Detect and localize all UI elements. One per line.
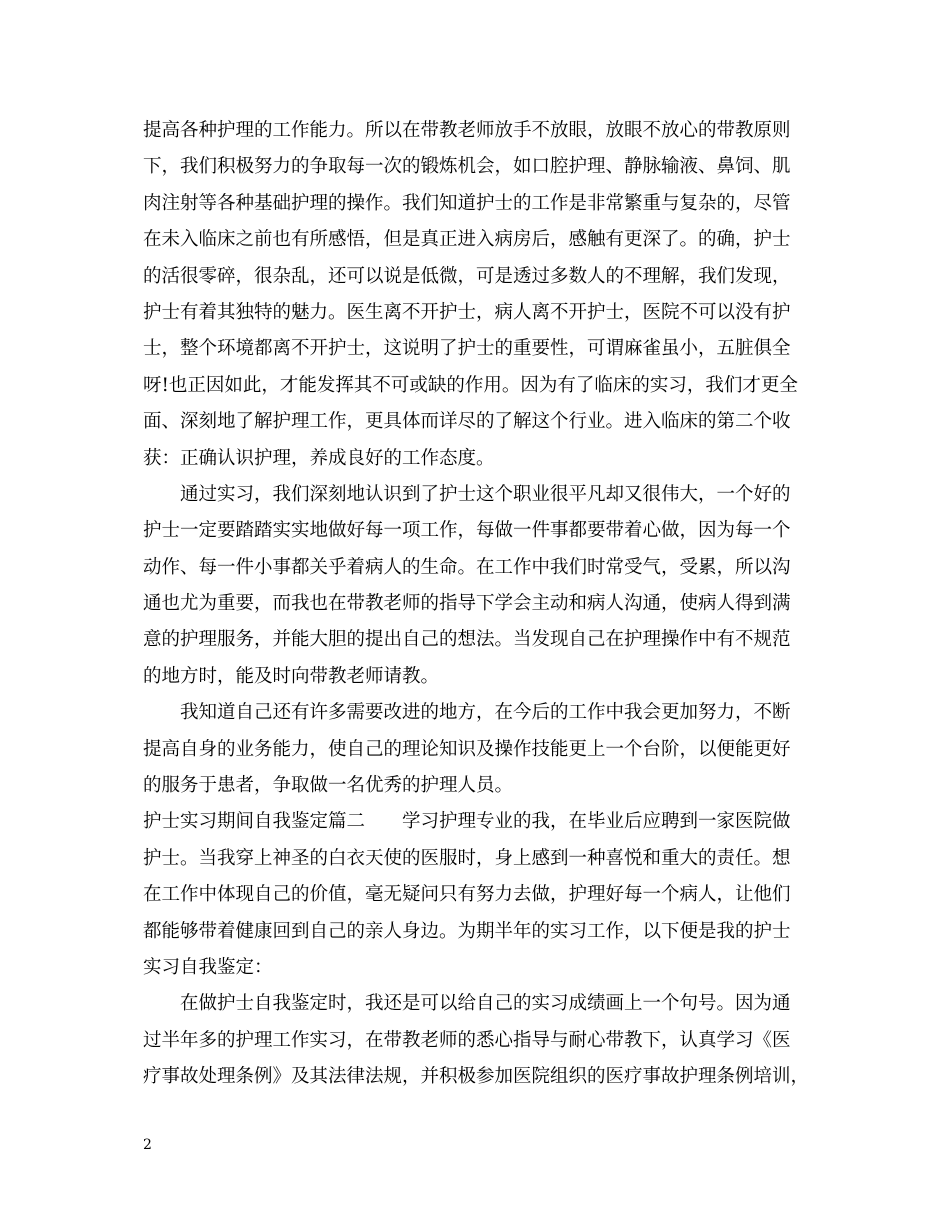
text-line: 士，整个环境都离不开护士，这说明了护士的重要性，可谓麻雀虽小，五脏俱全 — [143, 338, 791, 360]
text-line: 动作、每一件小事都关乎着病人的生命。在工作中我们时常受气，受累，所以沟 — [143, 556, 791, 578]
text-line: 面、深刻地了解护理工作，更具体而详尽的了解这个行业。进入临床的第二个收 — [143, 411, 791, 433]
text-line: 肉注射等各种基础护理的操作。我们知道护士的工作是非常繁重与复杂的，尽管 — [143, 192, 791, 214]
text-line: 疗事故处理条例》及其法律法规，并积极参加医院组织的医疗事故护理条例培训， — [143, 1066, 810, 1088]
text-line: 意的护理服务，并能大胆的提出自己的想法。当发现自己在护理操作中有不规范 — [143, 629, 791, 651]
paragraph-first-line: 在做护士自我鉴定时，我还是可以给自己的实习成绩画上一个句号。因为通 — [180, 993, 791, 1015]
text-line: 提高自身的业务能力，使自己的理论知识及操作技能更上一个台阶，以便能更好 — [143, 738, 791, 760]
text-line: 的活很零碎，很杂乱，还可以说是低微，可是透过多数人的不理解，我们发现， — [143, 265, 791, 287]
text-line: 护士有着其独特的魅力。医生离不开护士，病人离不开护士，医院不可以没有护 — [143, 301, 791, 323]
section-heading-line: 护士实习期间自我鉴定篇二 学习护理专业的我，在毕业后应聘到一家医院做 — [143, 811, 791, 833]
text-line: 通也尤为重要，而我也在带教老师的指导下学会主动和病人沟通，使病人得到满 — [143, 593, 791, 615]
text-line: 都能够带着健康回到自己的亲人身边。为期半年的实习工作，以下便是我的护士 — [143, 920, 791, 942]
text-line: 的服务于患者，争取做一名优秀的护理人员。 — [143, 775, 514, 797]
text-line: 获：正确认识护理，养成良好的工作态度。 — [143, 447, 495, 469]
text-line: 下，我们积极努力的争取每一次的锻炼机会，如口腔护理、静脉输液、鼻饲、肌 — [143, 156, 791, 178]
text-line: 在未入临床之前也有所感悟，但是真正进入病房后，感触有更深了。的确，护士 — [143, 229, 791, 251]
text-line: 呀!也正因如此，才能发挥其不可或缺的作用。因为有了临床的实习，我们才更全 — [143, 374, 798, 396]
text-line: 实习自我鉴定： — [143, 956, 273, 978]
text-line: 护士一定要踏踏实实地做好每一项工作，每做一件事都要带着心做，因为每一个 — [143, 520, 791, 542]
text-line: 的地方时，能及时向带教老师请教。 — [143, 665, 440, 687]
paragraph-first-line: 我知道自己还有许多需要改进的地方，在今后的工作中我会更加努力，不断 — [180, 702, 791, 724]
paragraph-first-line: 通过实习，我们深刻地认识到了护士这个职业很平凡却又很伟大，一个好的 — [180, 483, 791, 505]
text-line: 过半年多的护理工作实习，在带教老师的悉心指导与耐心带教下，认真学习《医 — [143, 1029, 791, 1051]
text-line: 提高各种护理的工作能力。所以在带教老师放手不放眼，放眼不放心的带教原则 — [143, 120, 791, 141]
body-text — [143, 113, 823, 1096]
text-line: 在工作中体现自己的价值，毫无疑问只有努力去做，护理好每一个病人，让他们 — [143, 884, 791, 906]
page-number: 2 — [143, 1137, 152, 1153]
text-line: 护士。当我穿上神圣的白衣天使的医服时，身上感到一种喜悦和重大的责任。想 — [143, 847, 791, 869]
